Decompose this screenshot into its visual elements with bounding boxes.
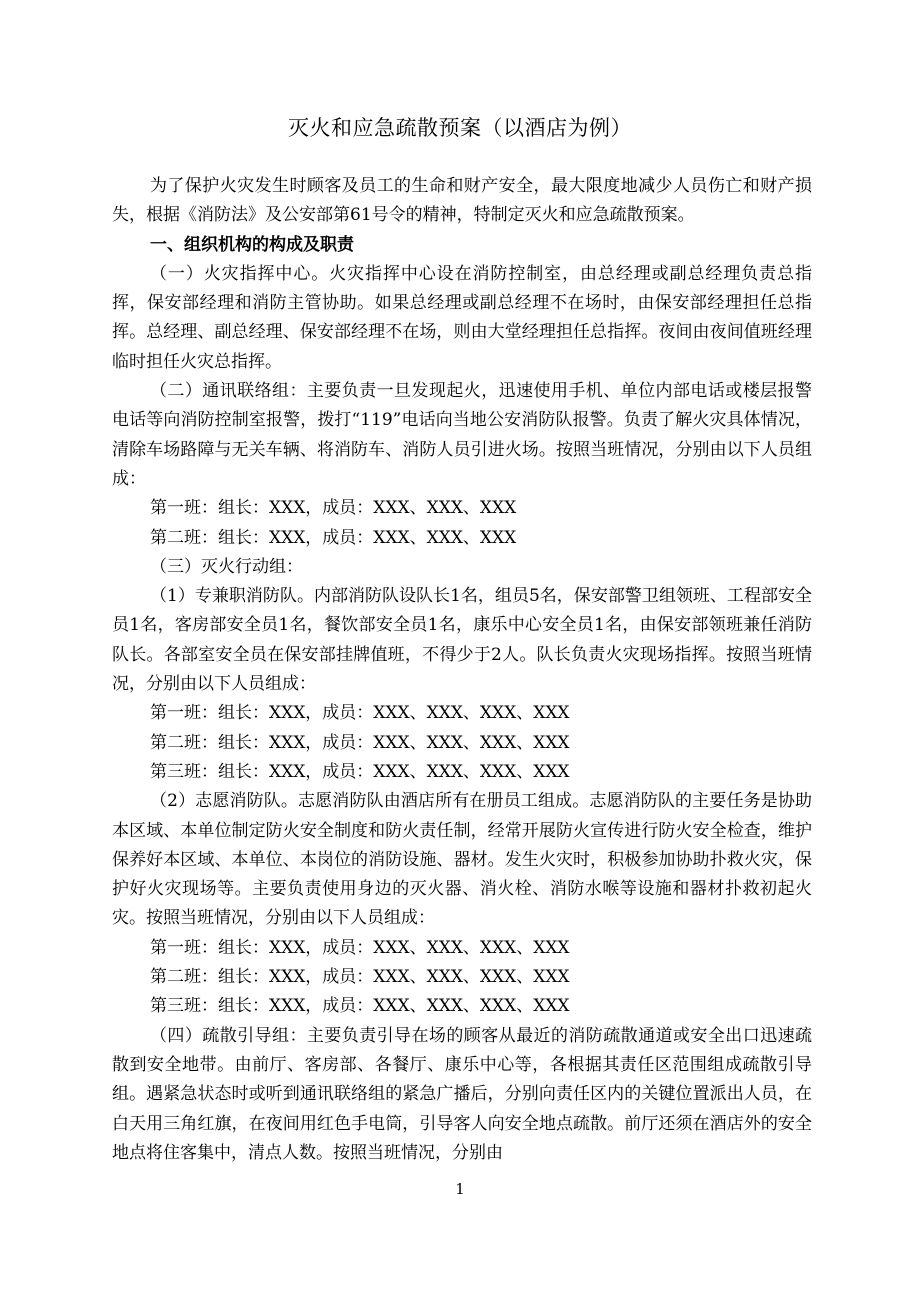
team-line: 第一班：组长：XXX，成员：XXX、XXX、XXX、XXX <box>150 703 570 724</box>
professional-team-paragraph: （1）专兼职消防队。内部消防队设队长1名，组员5名，保安部警卫组领班、工程部安全员1名，客房部安全员1名，餐饮部安全员1名，康乐中心安全员1名，由保安部领班兼任消防队长。各部室安全员在保安部挂牌值班，不得少于2人。队长负责火灾现场指挥。按照当班情况，分别由以下人员组成： <box>112 586 812 695</box>
command-center-paragraph: （一）火灾指挥中心。火灾指挥中心设在消防控制室，由总经理或副总经理负责总指挥，保安部经理和消防主管协助。如果总经理或副总经理不在场时，由保安部经理担任总指挥。总经理、副总经理、保安部经理不在场，则由大堂经理担任总指挥。夜间由夜间值班经理临时担任火灾总指挥。 <box>112 263 812 372</box>
communication-paragraph: （二）通讯联络组：主要负责一旦发现起火，迅速使用手机、单位内部电话或楼层报警电话等向消防控制室报警，拨打“119”电话向当地公安消防队报警。负责了解火灾具体情况，清除车场路障与无关车辆、将消防车、消防人员引进火场。按照当班情况，分别由以下人员组成： <box>112 381 812 489</box>
page-number: 1 <box>455 1180 465 1198</box>
evacuation-paragraph: （四）疏散引导组：主要负责引导在场的顾客从最近的消防疏散通道或安全出口迅速疏散到安全地带。由前厅、客房部、各餐厅、康乐中心等，各根据其责任区范围组成疏散引导组。遇紧急状态时或听到通讯联络组的紧急广播后，分别向责任区内的关键位置派出人员，在白天用三角红旗，在夜间用红色手电筒，引导客人向安全地点疏散。前厅还须在酒店外的安全地点将住客集中，清点人数。按照当班情况，分别由 <box>112 1025 812 1163</box>
volunteer-team-paragraph: （2）志愿消防队。志愿消防队由酒店所有在册员工组成。志愿消防队的主要任务是协助本区域、本单位制定防火安全制度和防火责任制，经常开展防火宣传进行防火安全检查，维护保养好本区域、本单位、本岗位的消防设施、器材。发生火灾时，积极参加协助扑救火灾，保护好火灾现场等。主要负责使用身边的灭火器、消火栓、消防水喉等设施和器材扑救初起火灾。按照当班情况，分别由以下人员组成： <box>112 791 812 929</box>
team-line: 第一班：组长：XXX，成员：XXX、XXX、XXX、XXX <box>150 937 570 958</box>
section-heading: 一、组织机构的构成及职责 <box>150 234 354 255</box>
team-line: 第二班：组长：XXX，成员：XXX、XXX、XXX、XXX <box>150 967 570 988</box>
document-title: 灭火和应急疏散预案（以酒店为例） <box>288 116 632 140</box>
document-body <box>112 172 812 1168</box>
team-line: 第三班：组长：XXX，成员：XXX、XXX、XXX、XXX <box>150 996 570 1017</box>
team-line: 第三班：组长：XXX，成员：XXX、XXX、XXX、XXX <box>150 761 570 782</box>
action-group-paragraph: （三）灭火行动组： <box>150 556 303 577</box>
team-line: 第一班：组长：XXX，成员：XXX、XXX、XXX <box>150 498 517 519</box>
team-line: 第二班：组长：XXX，成员：XXX、XXX、XXX、XXX <box>150 732 570 753</box>
team-line: 第二班：组长：XXX，成员：XXX、XXX、XXX <box>150 527 517 548</box>
intro-paragraph: 为了保护火灾发生时顾客及员工的生命和财产安全，最大限度地减少人员伤亡和财产损失，根据《消防法》及公安部第61号令的精神，特制定灭火和应急疏散预案。 <box>112 176 812 226</box>
